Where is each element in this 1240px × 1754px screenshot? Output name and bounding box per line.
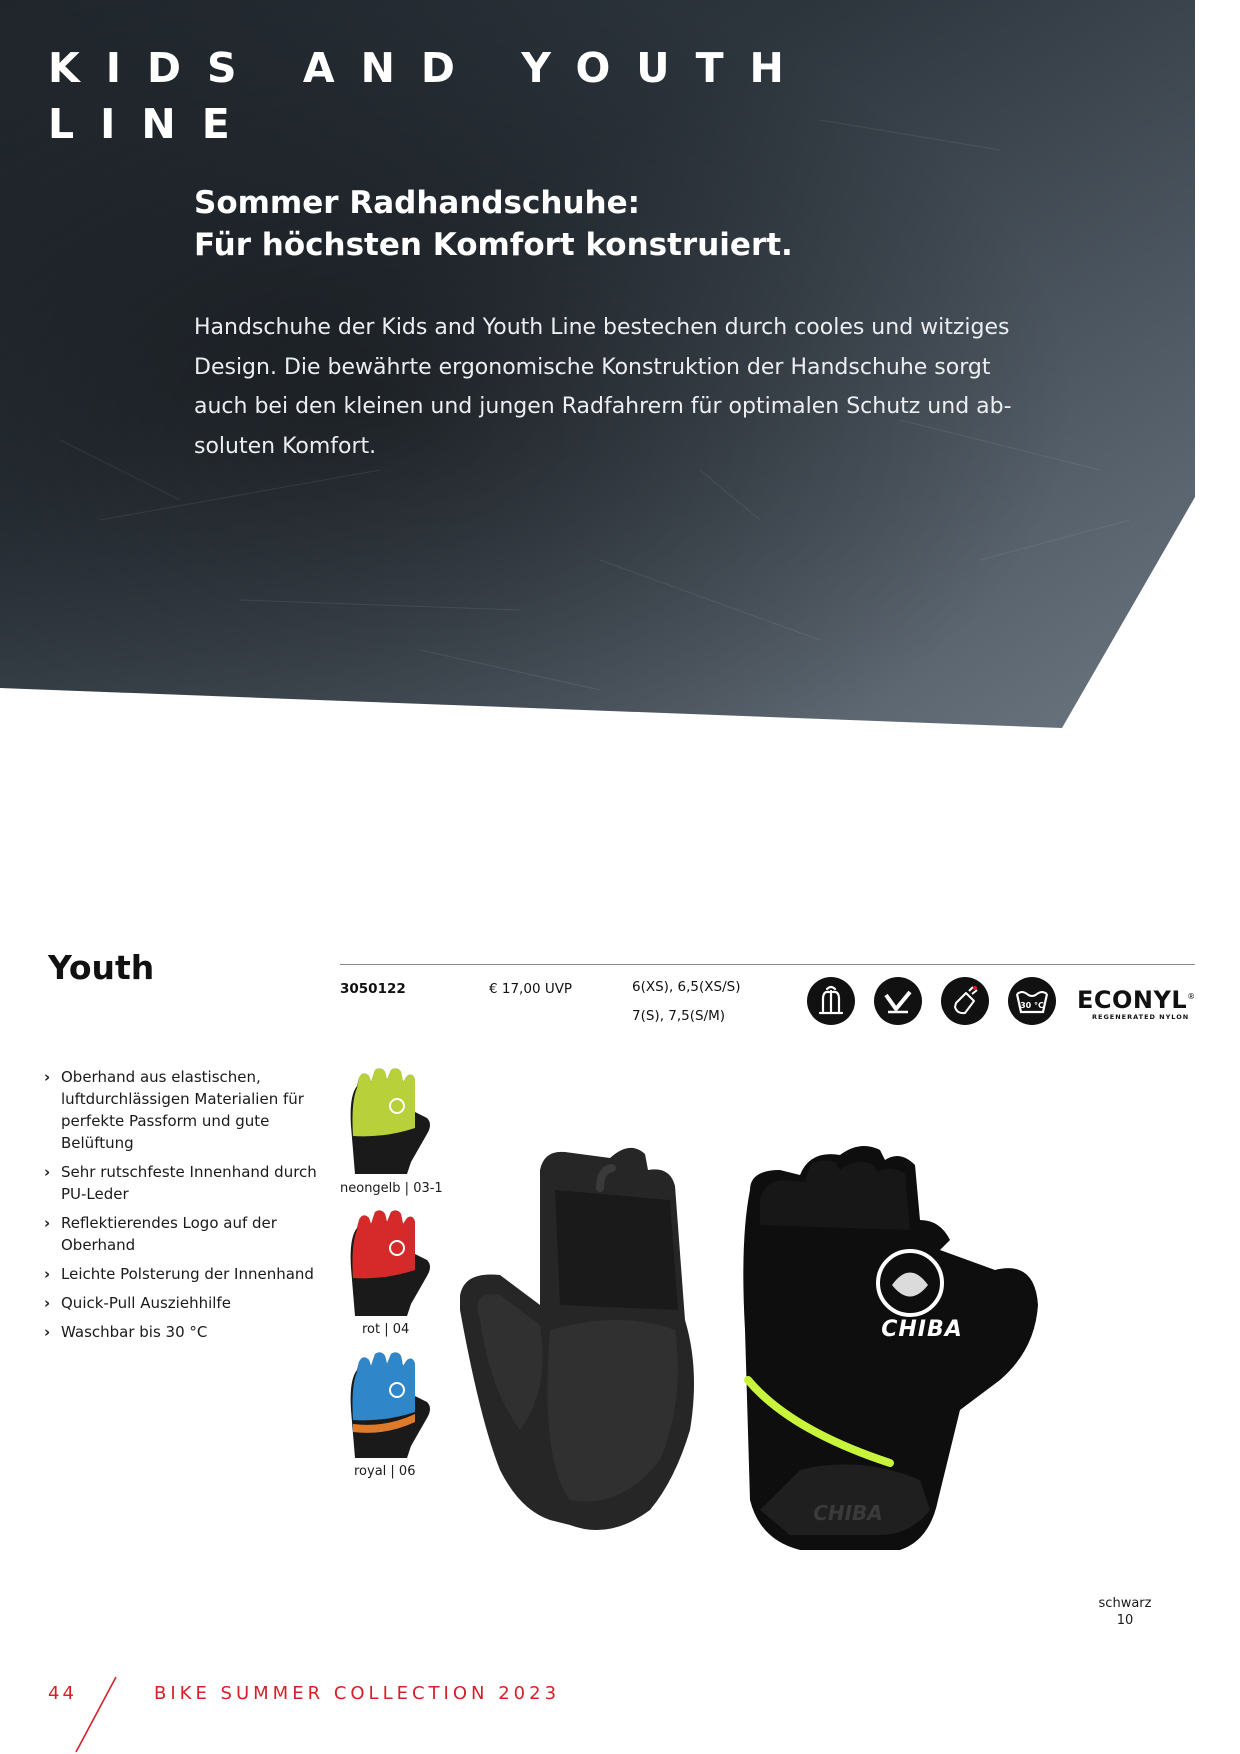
feature-text: Oberhand aus elastischen, luftdurchlässigen Materialien für perfekte Passform und gute Belüftung: [61, 1068, 304, 1152]
breathable-icon: [807, 977, 855, 1025]
chevron-right-icon: ›: [44, 1294, 51, 1312]
main-color-label: [1090, 1595, 1160, 1629]
feature-text: Reflektierendes Logo auf der Oberhand: [61, 1214, 277, 1254]
glove-swatch-rot: [345, 1208, 435, 1320]
page-number: 44: [48, 1683, 77, 1704]
variant-label: neongelb | 03-1: [340, 1181, 443, 1196]
feature-list: [44, 1066, 334, 1350]
glove-product-image: [460, 1130, 1160, 1620]
wash-30-icon: [1008, 977, 1056, 1025]
feature-text: Waschbar bis 30 °C: [61, 1323, 208, 1341]
glove-swatch-neongelb: [345, 1066, 435, 1178]
econyl-logo: [1077, 984, 1199, 1021]
price: € 17,00 UVP: [489, 981, 573, 997]
hero-banner: [0, 0, 1240, 730]
feature-text: Sehr rutschfeste Innenhand durch PU-Leder: [61, 1163, 317, 1203]
econyl-registered-mark: ®: [1187, 992, 1196, 1001]
glove-shape: [351, 1210, 430, 1316]
econyl-logo-text: ECONYL: [1077, 986, 1188, 1014]
color-code: 10: [1116, 1613, 1134, 1628]
chevron-right-icon: ›: [44, 1163, 51, 1181]
article-number: 3050122: [340, 981, 406, 997]
spec-divider: [340, 964, 1195, 965]
list-item: [44, 1066, 334, 1154]
glove-shape: [351, 1352, 430, 1458]
glove-back-view: [743, 1146, 1038, 1550]
section-title-line: KIDS AND YOUTH: [48, 44, 810, 92]
hero-subtitle-line: Sommer Radhandschuhe:: [194, 185, 641, 221]
feature-text: Leichte Polsterung der Innenhand: [61, 1265, 314, 1283]
wash-30-icon-label: 30 °C: [1020, 1001, 1044, 1010]
feature-text: Quick-Pull Ausziehhilfe: [61, 1294, 231, 1312]
grip-palm-icon: [874, 977, 922, 1025]
hero-subtitle-line: Für höchsten Komfort konstruiert.: [194, 227, 793, 263]
list-item: [44, 1321, 334, 1343]
hero-body-line: Design. Die bewährte ergonomische Konstruktion der Handschuhe sorgt: [194, 354, 991, 380]
econyl-logo-word: [1077, 984, 1199, 1013]
glove-swatch-royal: [345, 1350, 435, 1462]
glove-palm-view: [460, 1148, 694, 1530]
variant-label: rot | 04: [362, 1322, 410, 1337]
list-item: [44, 1161, 334, 1205]
chevron-right-icon: ›: [44, 1265, 51, 1283]
product-name: Youth: [48, 948, 155, 987]
chevron-right-icon: ›: [44, 1068, 51, 1086]
size-line: 6(XS), 6,5(XS/S): [632, 979, 741, 995]
hero-subtitle: [194, 182, 793, 266]
size-line: 7(S), 7,5(S/M): [632, 1008, 726, 1024]
list-item: [44, 1263, 334, 1285]
section-title: [48, 40, 810, 152]
glove-shape: [351, 1068, 430, 1174]
size-list: [632, 973, 740, 1031]
chevron-right-icon: ›: [44, 1323, 51, 1341]
glove-strap-logo-text: CHIBA: [813, 1501, 883, 1525]
hero-body-line: soluten Komfort.: [194, 433, 377, 459]
color-name: schwarz: [1098, 1596, 1152, 1611]
econyl-logo-subtitle: REGENERATED NYLON: [1092, 1013, 1190, 1021]
hero-body-line: Handschuhe der Kids and Youth Line bestechen durch cooles und witziges: [194, 315, 1010, 340]
list-item: [44, 1212, 334, 1256]
footer-divider-slash: [72, 1675, 122, 1754]
glove-logo-text: CHIBA: [881, 1317, 963, 1342]
chevron-right-icon: ›: [44, 1214, 51, 1232]
hero-body-text: [194, 308, 1074, 466]
hero-body-line: auch bei den kleinen und jungen Radfahrern für optimalen Schutz und ab-: [194, 394, 1012, 419]
list-item: [44, 1292, 334, 1314]
touchscreen-glove-icon: [941, 977, 989, 1025]
variant-label: royal | 06: [354, 1464, 416, 1479]
section-title-line: LINE: [48, 100, 256, 148]
footer-collection-title: BIKE SUMMER COLLECTION 2023: [154, 1683, 561, 1704]
